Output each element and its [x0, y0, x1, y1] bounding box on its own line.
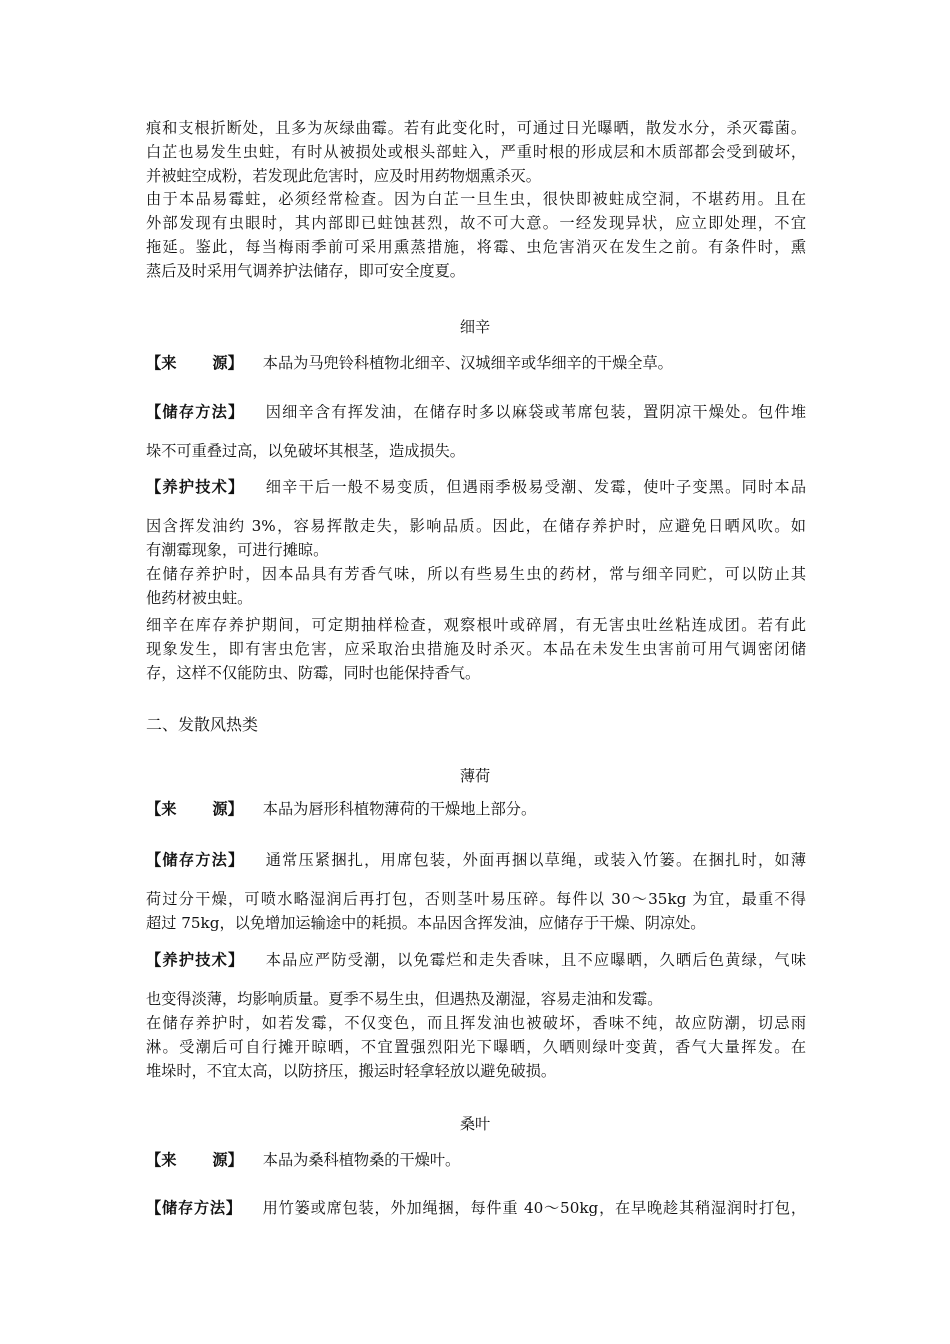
- source-label: 源】: [212, 354, 243, 372]
- body-text-line: 堆垛时，不宜太高，以防挤压，搬运时轻拿轻放以避免破损。: [146, 1062, 557, 1080]
- herb-title-bohe: 薄荷: [459, 767, 491, 785]
- source-row-sangye: [146, 1148, 806, 1172]
- body-text-line: 由于本品易霉蛀，必须经常检查。因为白芷一旦生虫，很快即被蛀成空洞，不堪药用。且在: [146, 190, 806, 208]
- body-text-line: 痕和支根折断处，且多为灰绿曲霉。若有此变化时，可通过日光曝晒，散发水分，杀灭霉菌。: [146, 119, 806, 137]
- body-text-line: 有潮霉现象，可进行摊晾。: [146, 541, 329, 559]
- care-row-xixin: [146, 475, 806, 499]
- care-text: 细辛干后一般不易变质，但遇雨季极易受潮、发霉，使叶子变黑。同时本品: [264, 478, 807, 496]
- storage-label: 【储存方法】: [146, 851, 245, 869]
- source-label: 源】: [212, 1151, 243, 1169]
- care-label: 【养护技术】: [146, 951, 245, 969]
- body-text-line: 淋。受潮后可自行摊开晾晒，不宜置强烈阳光下曝晒，久晒则绿叶变黄，香气大量挥发。在: [146, 1038, 806, 1056]
- body-text-line: 在储存养护时，如若发霉，不仅变色，而且挥发油也被破坏，香味不纯，故应防潮，切忌雨: [146, 1014, 806, 1032]
- source-label: 【来: [146, 1151, 177, 1169]
- source-row-bohe: [146, 797, 806, 821]
- source-text: 本品为马兜铃科植物北细辛、汉城细辛或华细辛的干燥全草。: [262, 354, 673, 372]
- storage-label: 【储存方法】: [146, 403, 245, 421]
- source-row-xixin: [146, 351, 806, 375]
- section-heading: 二、发散风热类: [146, 715, 259, 734]
- body-text-line: 并被蛀空成粉，若发现此危害时，应及时用药物烟熏杀灭。: [146, 167, 541, 185]
- source-label: 源】: [212, 800, 243, 818]
- source-text: 本品为桑科植物桑的干燥叶。: [262, 1151, 461, 1169]
- storage-row-xixin: [146, 400, 806, 424]
- body-text-line: 垛不可重叠过高，以免破坏其根茎，造成损失。: [146, 442, 465, 460]
- storage-row-bohe: [146, 848, 806, 872]
- body-text-line: 也变得淡薄，均影响质量。夏季不易生虫，但遇热及潮湿，容易走油和发霉。: [146, 990, 663, 1008]
- storage-text: 通常压紧捆扎，用席包装，外面再捆以草绳，或装入竹篓。在捆扎时，如薄: [264, 851, 807, 869]
- care-text: 本品应严防受潮，以免霉烂和走失香味，且不应曝晒，久晒后色黄绿，气味: [264, 951, 807, 969]
- storage-row-sangye: [146, 1196, 806, 1220]
- source-label: 【来: [146, 800, 177, 818]
- body-text-line: 在储存养护时，因本品具有芳香气味，所以有些易生虫的药材，常与细辛同贮，可以防止其: [146, 565, 806, 583]
- body-text-line: 因含挥发油约 3%，容易挥散走失，影响品质。因此，在储存养护时，应避免日晒风吹。如: [146, 517, 806, 535]
- storage-text: 用竹篓或席包装，外加绳捆，每件重 40～50kg，在早晚趁其稍湿润时打包，: [261, 1199, 807, 1217]
- storage-label: 【储存方法】: [146, 1199, 242, 1217]
- body-text-line: 他药材被虫蛀。: [146, 589, 253, 607]
- body-text-line: 荷过分干燥，可喷水略湿润后再打包，否则茎叶易压碎。每件以 30～35kg 为宜，最重不得: [146, 890, 806, 908]
- body-text-line: 拖延。鉴此，每当梅雨季前可采用熏蒸措施，将霉、虫危害消灭在发生之前。有条件时，熏: [146, 238, 806, 256]
- body-text-line: 细辛在库存养护期间，可定期抽样检查，观察根叶或碎屑，有无害虫吐丝粘连成团。若有此: [146, 616, 806, 634]
- body-text-line: 蒸后及时采用气调养护法储存，即可安全度夏。: [146, 262, 465, 280]
- care-row-bohe: [146, 948, 806, 972]
- body-text-line: 白芷也易发生虫蛀，有时从被损处或根头部蛀入，严重时根的形成层和木质部都会受到破坏，: [146, 143, 806, 161]
- body-text-line: 外部发现有虫眼时，其内部即已蛀蚀甚烈，故不可大意。一经发现异状，应立即处理，不宜: [146, 214, 806, 232]
- body-text-line: 存，这样不仅能防虫、防霉，同时也能保持香气。: [146, 664, 481, 682]
- body-text-line: 现象发生，即有害虫危害，应采取治虫措施及时杀灭。本品在未发生虫害前可用气调密闭储: [146, 640, 806, 658]
- storage-text: 因细辛含有挥发油，在储存时多以麻袋或苇席包装，置阴凉干燥处。包件堆: [264, 403, 807, 421]
- care-label: 【养护技术】: [146, 478, 245, 496]
- body-text-line: 超过 75kg，以免增加运输途中的耗损。本品因含挥发油，应储存于干燥、阴凉处。: [146, 914, 706, 932]
- herb-title-xixin: 细辛: [459, 318, 491, 336]
- source-text: 本品为唇形科植物薄荷的干燥地上部分。: [262, 800, 537, 818]
- source-label: 【来: [146, 354, 177, 372]
- herb-title-sangye: 桑叶: [459, 1115, 491, 1133]
